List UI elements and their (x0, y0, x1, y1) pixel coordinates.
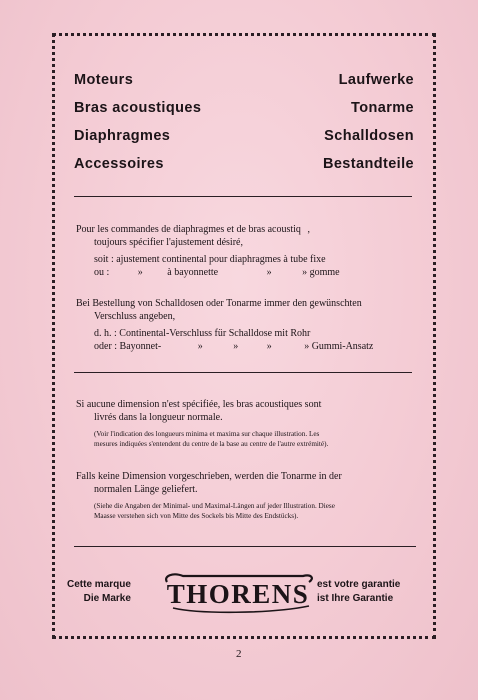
de-order-line3: d. h. : Continental-Verschluss für Schalldose mit Rohr (94, 328, 311, 339)
category-fr: Accessoires (74, 156, 164, 172)
fr-order-bayonnette: à bayonnette (167, 266, 219, 278)
ditto-mark: » (137, 266, 143, 278)
de-order-line2: Verschluss angeben, (94, 310, 176, 322)
fr-order-line2: toujours spécifier l'ajustement désiré, (94, 236, 243, 248)
fr-order-instructions (76, 224, 416, 279)
fr-order-line3: soit : ajustement continental pour diaphragmes à tube fixe (94, 254, 326, 265)
de-dimension-note (76, 471, 421, 521)
category-row (74, 122, 414, 150)
de-order-line4 (76, 341, 416, 354)
divider-rule (74, 546, 416, 547)
fr-dim-line1: Si aucune dimension n'est spécifiée, les bras acoustiques sont (76, 399, 322, 410)
brand-right-de: ist Ihre Garantie (317, 593, 394, 604)
de-order-line1: Bei Bestellung von Schalldosen oder Tonarme immer den gewünschten (76, 298, 362, 309)
brand-guarantee-left (67, 578, 131, 606)
fr-order-line4 (76, 267, 416, 280)
fr-order-line1: Pour les commandes de diaphragmes et de bras acoustiq (76, 224, 301, 235)
brand-guarantee (55, 570, 435, 620)
fr-dim-note2: mesures indiquées s'entendent du centre de la base au centre de l'autre extrémité). (94, 440, 329, 448)
divider-rule (74, 372, 412, 373)
fr-order-gomme: » gomme (302, 266, 340, 278)
thorens-logo (159, 570, 317, 616)
divider-rule (74, 196, 412, 197)
brand-right-fr: est votre garantie (317, 579, 401, 590)
page-number: 2 (236, 648, 242, 660)
logo-wordmark: THORENS (166, 579, 310, 609)
fr-dimension-note (76, 399, 421, 449)
category-row (74, 150, 414, 178)
fr-dim-note1: (Voir l'indication des longueurs minima et maxima sur chaque illustration. Les (94, 430, 320, 438)
category-fr: Bras acoustiques (74, 100, 202, 116)
category-de: Tonarme (351, 100, 414, 116)
category-de: Bestandteile (322, 156, 414, 172)
ditto-mark: » (266, 266, 272, 278)
de-dim-line2: normalen Länge geliefert. (94, 483, 198, 495)
de-dim-note2: Maasse verstehen sich von Mitte des Sockels bis Mitte des Endstücks). (94, 512, 299, 520)
ditto-mark: » (266, 340, 272, 352)
fr-order-ou: ou : (94, 266, 110, 278)
fr-dim-line2: livrés dans la longueur normale. (94, 411, 223, 423)
de-dim-line1: Falls keine Dimension vorgeschrieben, werden die Tonarme in der (76, 471, 342, 482)
category-de: Schalldosen (324, 128, 414, 144)
category-de: Laufwerke (338, 72, 414, 88)
category-row (74, 66, 414, 94)
de-order-oder: oder : Bayonnet- (94, 340, 162, 352)
ditto-mark: » (197, 340, 203, 352)
fr-order-line1-end: , (307, 224, 310, 235)
category-fr: Moteurs (74, 72, 134, 88)
category-row (74, 94, 414, 122)
brand-guarantee-right (317, 578, 400, 606)
product-categories (74, 66, 414, 178)
de-order-gummi: » Gummi-Ansatz (304, 340, 374, 352)
brand-left-de: Die Marke (83, 593, 131, 604)
de-dim-note1: (Siehe die Angaben der Minimal- und Maximal-Längen auf jeder Illustration. Diese (94, 502, 335, 510)
category-fr: Diaphragmes (74, 128, 171, 144)
brand-left-fr: Cette marque (67, 579, 131, 590)
ditto-mark: » (233, 340, 239, 352)
de-order-instructions (76, 298, 416, 353)
